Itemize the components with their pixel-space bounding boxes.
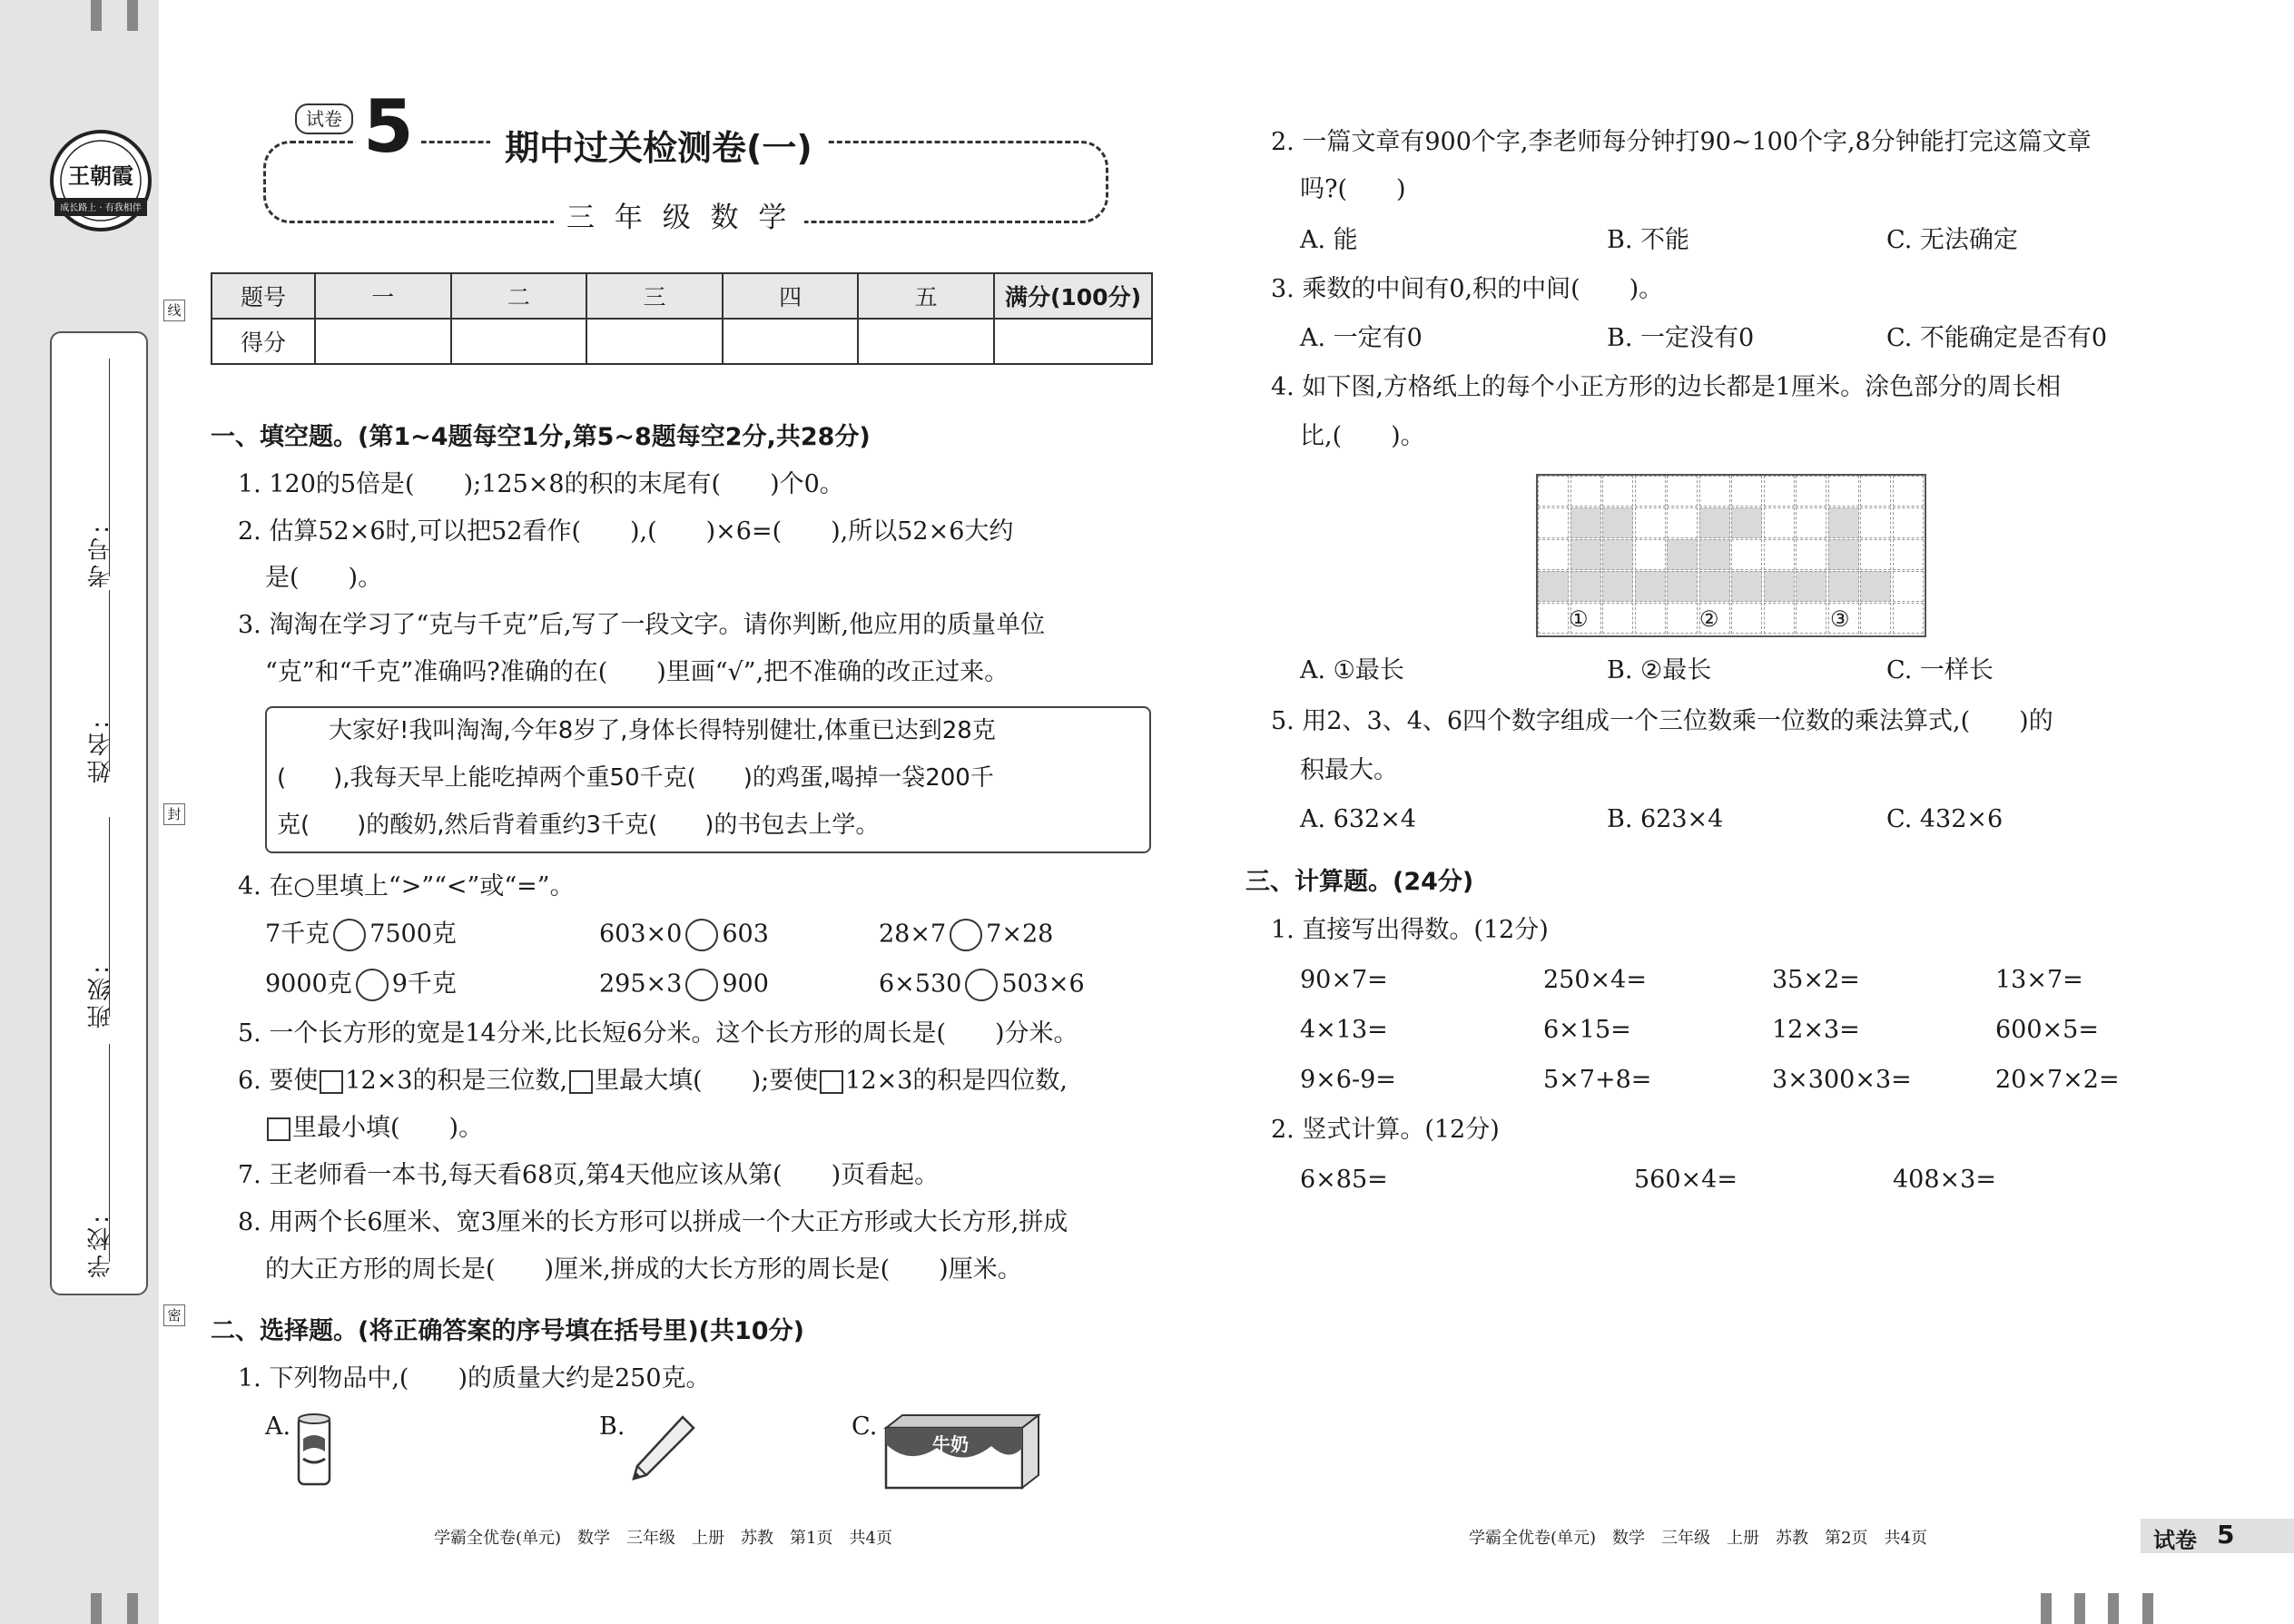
grid-cell: [1570, 507, 1601, 538]
score-header: 四: [723, 273, 859, 319]
pencil-icon: [626, 1412, 699, 1488]
registration-mark: [2142, 1593, 2153, 1624]
calc-item: 35×2=: [1772, 966, 1860, 994]
choice-5-cont: 积最大。: [1300, 756, 1398, 784]
grid-cell: [1635, 539, 1666, 570]
choice-4-cont: 比,( )。: [1300, 422, 1425, 450]
compare-circle[interactable]: [685, 969, 718, 1001]
can-icon: [296, 1412, 332, 1491]
grid-cell: [1667, 507, 1698, 538]
grid-label: ③: [1830, 606, 1850, 632]
grid-cell: [1731, 571, 1762, 602]
class-label: 班级:: [87, 962, 114, 1029]
grid-cell: [1699, 507, 1730, 538]
choice-2-option-b: B. 不能: [1607, 226, 1690, 254]
section-1-title: 一、填空题。(第1~4题每空1分,第5~8题每空2分,共28分): [211, 423, 871, 451]
grid-cell: [1828, 507, 1859, 538]
choice-3: 3. 乘数的中间有0,积的中间( )。: [1271, 275, 1664, 303]
corner-tag: 试卷: [2153, 1528, 2197, 1553]
registration-mark: [2074, 1593, 2085, 1624]
grid-cell: [1764, 476, 1795, 507]
choice-4-option-c: C. 一样长: [1886, 656, 1994, 684]
grid-cell: [1828, 571, 1859, 602]
compare-item: 9000克 9千克: [265, 969, 457, 1001]
grid-cell: [1893, 603, 1924, 634]
story-line: 大家好!我叫淘淘,今年8岁了,身体长得特别健壮,体重已达到28克: [329, 717, 996, 744]
registration-mark: [127, 0, 138, 31]
score-cell[interactable]: [451, 319, 587, 364]
calc-item: 5×7+8=: [1543, 1066, 1652, 1094]
id-label: 考号:: [87, 522, 114, 588]
compare-item: 6×530 503×6: [879, 969, 1085, 1001]
choice-5-option-b: B. 623×4: [1607, 805, 1724, 833]
registration-mark: [2108, 1593, 2119, 1624]
choice-5: 5. 用2、3、4、6四个数字组成一个三位数乘一位数的乘法算式,( )的: [1271, 707, 2053, 735]
choice-5-option-c: C. 432×6: [1886, 805, 2004, 833]
score-cell[interactable]: [994, 319, 1152, 364]
grid-cell: [1635, 603, 1666, 634]
calc-item: 4×13=: [1300, 1016, 1388, 1044]
grid-cell: [1570, 571, 1601, 602]
grid-cell: [1667, 476, 1698, 507]
score-header: 一: [315, 273, 451, 319]
publisher-logo: [47, 127, 154, 234]
grid-cell: [1570, 476, 1601, 507]
compare-item: 295×3 900: [599, 969, 769, 1001]
option-b-label: B.: [599, 1412, 625, 1441]
story-line: 克( )的酸奶,然后背着重约3千克( )的书包去上学。: [277, 812, 880, 839]
calc-item: 6×15=: [1543, 1016, 1631, 1044]
grid-cell: [1602, 571, 1633, 602]
choice-4-option-b: B. ②最长: [1607, 656, 1712, 684]
grid-cell: [1731, 476, 1762, 507]
student-info-box: [50, 331, 148, 1295]
choice-2: 2. 一篇文章有900个字,李老师每分钟打90~100个字,8分钟能打完这篇文章: [1271, 128, 2092, 156]
grid-cell: [1731, 603, 1762, 634]
score-header: 三: [586, 273, 723, 319]
grid-figure: [1536, 474, 1926, 637]
paper-tag: 试卷: [295, 103, 353, 134]
blank-square[interactable]: [320, 1070, 343, 1094]
score-cell[interactable]: [723, 319, 859, 364]
choice-5-option-a: A. 632×4: [1300, 805, 1416, 833]
grid-cell: [1667, 539, 1698, 570]
choice-3-option-b: B. 一定没有0: [1607, 324, 1755, 352]
grid-cell: [1635, 571, 1666, 602]
corner-number: 5: [2217, 1520, 2235, 1550]
name-label: 姓名:: [87, 717, 114, 783]
grid-cell: [1731, 539, 1762, 570]
calc-item: 90×7=: [1300, 966, 1388, 994]
grid-cell: [1602, 507, 1633, 538]
grid-cell: [1602, 539, 1633, 570]
grid-cell: [1796, 571, 1826, 602]
cut-mark: 封: [163, 803, 185, 825]
grid-cell: [1796, 539, 1826, 570]
grid-cell: [1860, 571, 1891, 602]
vertical-calc-item: 6×85=: [1300, 1166, 1388, 1194]
school-field[interactable]: [109, 1044, 110, 1262]
calc-item: 9×6-9=: [1300, 1066, 1396, 1094]
grid-cell: [1893, 507, 1924, 538]
question-2: 2. 估算52×6时,可以把52看作( ),( )×6=( ),所以52×6大约: [238, 517, 1014, 546]
grid-cell: [1828, 476, 1859, 507]
blank-square[interactable]: [267, 1117, 290, 1141]
score-table: [211, 272, 1153, 365]
footer-left: 学霸全优卷(单元) 数学 三年级 上册 苏教 第1页 共4页: [434, 1529, 892, 1548]
grid-cell: [1796, 507, 1826, 538]
calc-item: 600×5=: [1995, 1016, 2099, 1044]
grid-cell: [1699, 476, 1730, 507]
compare-item: 28×7 7×28: [879, 919, 1053, 951]
school-label: 学校:: [87, 1212, 114, 1278]
grid-cell: [1538, 476, 1569, 507]
grid-cell: [1538, 603, 1569, 634]
score-header: 满分(100分): [994, 273, 1152, 319]
choice-2-cont: 吗?( ): [1300, 175, 1406, 203]
calc-1: 1. 直接写出得数。(12分): [1271, 916, 1549, 944]
calc-item: 250×4=: [1543, 966, 1647, 994]
choice-4: 4. 如下图,方格纸上的每个小正方形的边长都是1厘米。涂色部分的周长相: [1271, 373, 2062, 401]
grid-cell: [1538, 507, 1569, 538]
registration-mark: [127, 1593, 138, 1624]
question-4: 4. 在○里填上“>”“<”或“=”。: [238, 872, 575, 901]
compare-circle[interactable]: [333, 919, 366, 951]
compare-circle[interactable]: [356, 969, 389, 1001]
footer-right: 学霸全优卷(单元) 数学 三年级 上册 苏教 第2页 共4页: [1469, 1529, 1927, 1548]
section-2-title: 二、选择题。(将正确答案的序号填在括号里)(共10分): [211, 1317, 804, 1345]
vertical-calc-item: 560×4=: [1634, 1166, 1738, 1194]
grid-cell: [1828, 539, 1859, 570]
grid-cell: [1860, 507, 1891, 538]
grid-cell: [1764, 507, 1795, 538]
grid-cell: [1764, 539, 1795, 570]
calc-item: 12×3=: [1772, 1016, 1860, 1044]
grid-cell: [1860, 603, 1891, 634]
milk-label: 牛奶: [932, 1433, 969, 1455]
cut-mark: 密: [163, 1304, 185, 1326]
vertical-calc-item: 408×3=: [1893, 1166, 1996, 1194]
score-cell[interactable]: [586, 319, 723, 364]
grid-cell: [1699, 539, 1730, 570]
section-3-title: 三、计算题。(24分): [1245, 868, 1474, 896]
score-header: 五: [858, 273, 994, 319]
question-5: 5. 一个长方形的宽是14分米,比长短6分米。这个长方形的周长是( )分米。: [238, 1019, 1078, 1048]
grid-cell: [1538, 539, 1569, 570]
question-8-cont: 的大正方形的周长是( )厘米,拼成的大长方形的周长是( )厘米。: [265, 1255, 1022, 1284]
registration-mark: [2041, 1593, 2052, 1624]
grid-label: ②: [1699, 606, 1719, 632]
choice-2-option-c: C. 无法确定: [1886, 226, 2018, 254]
score-header: 二: [451, 273, 587, 319]
id-field[interactable]: [109, 359, 110, 576]
question-6-cont: 里最小填( )。: [265, 1113, 483, 1144]
compare-circle[interactable]: [950, 919, 982, 951]
grid-cell: [1602, 476, 1633, 507]
grid-cell: [1860, 539, 1891, 570]
choice-1: 1. 下列物品中,( )的质量大约是250克。: [238, 1364, 711, 1393]
choice-3-option-c: C. 不能确定是否有0: [1886, 324, 2108, 352]
grid-cell: [1699, 571, 1730, 602]
compare-item: 7千克 7500克: [265, 919, 457, 951]
grid-cell: [1602, 603, 1633, 634]
cut-mark: 线: [163, 300, 185, 321]
compare-circle[interactable]: [965, 969, 998, 1001]
story-line: ( ),我每天早上能吃掉两个重50千克( )的鸡蛋,喝掉一袋200千: [277, 764, 994, 792]
class-field[interactable]: [109, 817, 110, 1017]
grid-cell: [1667, 571, 1698, 602]
grid-cell: [1731, 507, 1762, 538]
option-c-label: C.: [852, 1412, 878, 1441]
paper-number: 5: [356, 91, 421, 163]
milk-carton-icon: [882, 1412, 1042, 1495]
question-7: 7. 王老师看一本书,每天看68页,第4天他应该从第( )页看起。: [238, 1161, 940, 1189]
choice-4-option-a: A. ①最长: [1300, 656, 1404, 684]
compare-item: 603×0 603: [599, 919, 769, 951]
grid-cell: [1860, 476, 1891, 507]
grid-cell: [1796, 476, 1826, 507]
score-row-label: 得分: [212, 319, 315, 364]
question-3: 3. 淘淘在学习了“克与千克”后,写了一段文字。请你判断,他应用的质量单位: [238, 611, 1046, 639]
score-cell[interactable]: [315, 319, 451, 364]
logo-slogan: 成长路上 · 有我相伴: [60, 203, 142, 213]
logo-text: 王朝霞: [68, 163, 133, 189]
blank-square[interactable]: [820, 1070, 843, 1094]
page-subtitle: 三 年 级 数 学: [554, 194, 804, 235]
blank-square[interactable]: [569, 1070, 593, 1094]
grid-cell: [1893, 571, 1924, 602]
question-1: 1. 120的5倍是( );125×8的积的末尾有( )个0。: [238, 470, 844, 498]
choice-2-option-a: A. 能: [1300, 226, 1358, 254]
grid-cell: [1796, 603, 1826, 634]
calc-item: 13×7=: [1995, 966, 2083, 994]
grid-cell: [1570, 539, 1601, 570]
calc-item: 3×300×3=: [1772, 1066, 1912, 1094]
grid-cell: [1635, 476, 1666, 507]
question-8: 8. 用两个长6厘米、宽3厘米的长方形可以拼成一个大正方形或大长方形,拼成: [238, 1208, 1068, 1236]
question-2-cont: 是( )。: [265, 564, 383, 592]
calc-2: 2. 竖式计算。(12分): [1271, 1116, 1500, 1144]
score-header: 题号: [212, 273, 315, 319]
option-a-label: A.: [265, 1412, 291, 1441]
question-3-cont: “克”和“千克”准确吗?准确的在( )里画“√”,把不准确的改正过来。: [265, 658, 1009, 686]
grid-cell: [1893, 476, 1924, 507]
grid-cell: [1635, 507, 1666, 538]
grid-cell: [1764, 571, 1795, 602]
compare-circle[interactable]: [685, 919, 718, 951]
name-field[interactable]: [109, 590, 110, 772]
question-6: 6. 要使 12×3的积是三位数, 里最大填( );要使 12×3的积是四位数,: [238, 1067, 1068, 1095]
grid-label: ①: [1569, 606, 1589, 632]
grid-cell: [1764, 603, 1795, 634]
grid-cell: [1538, 571, 1569, 602]
grid-cell: [1667, 603, 1698, 634]
registration-mark: [91, 0, 102, 31]
page-title: 期中过关检测卷(一): [490, 120, 827, 170]
registration-mark: [91, 1593, 102, 1624]
grid-cell: [1893, 539, 1924, 570]
calc-item: 20×7×2=: [1995, 1066, 2120, 1094]
choice-3-option-a: A. 一定有0: [1300, 324, 1423, 352]
score-cell[interactable]: [858, 319, 994, 364]
